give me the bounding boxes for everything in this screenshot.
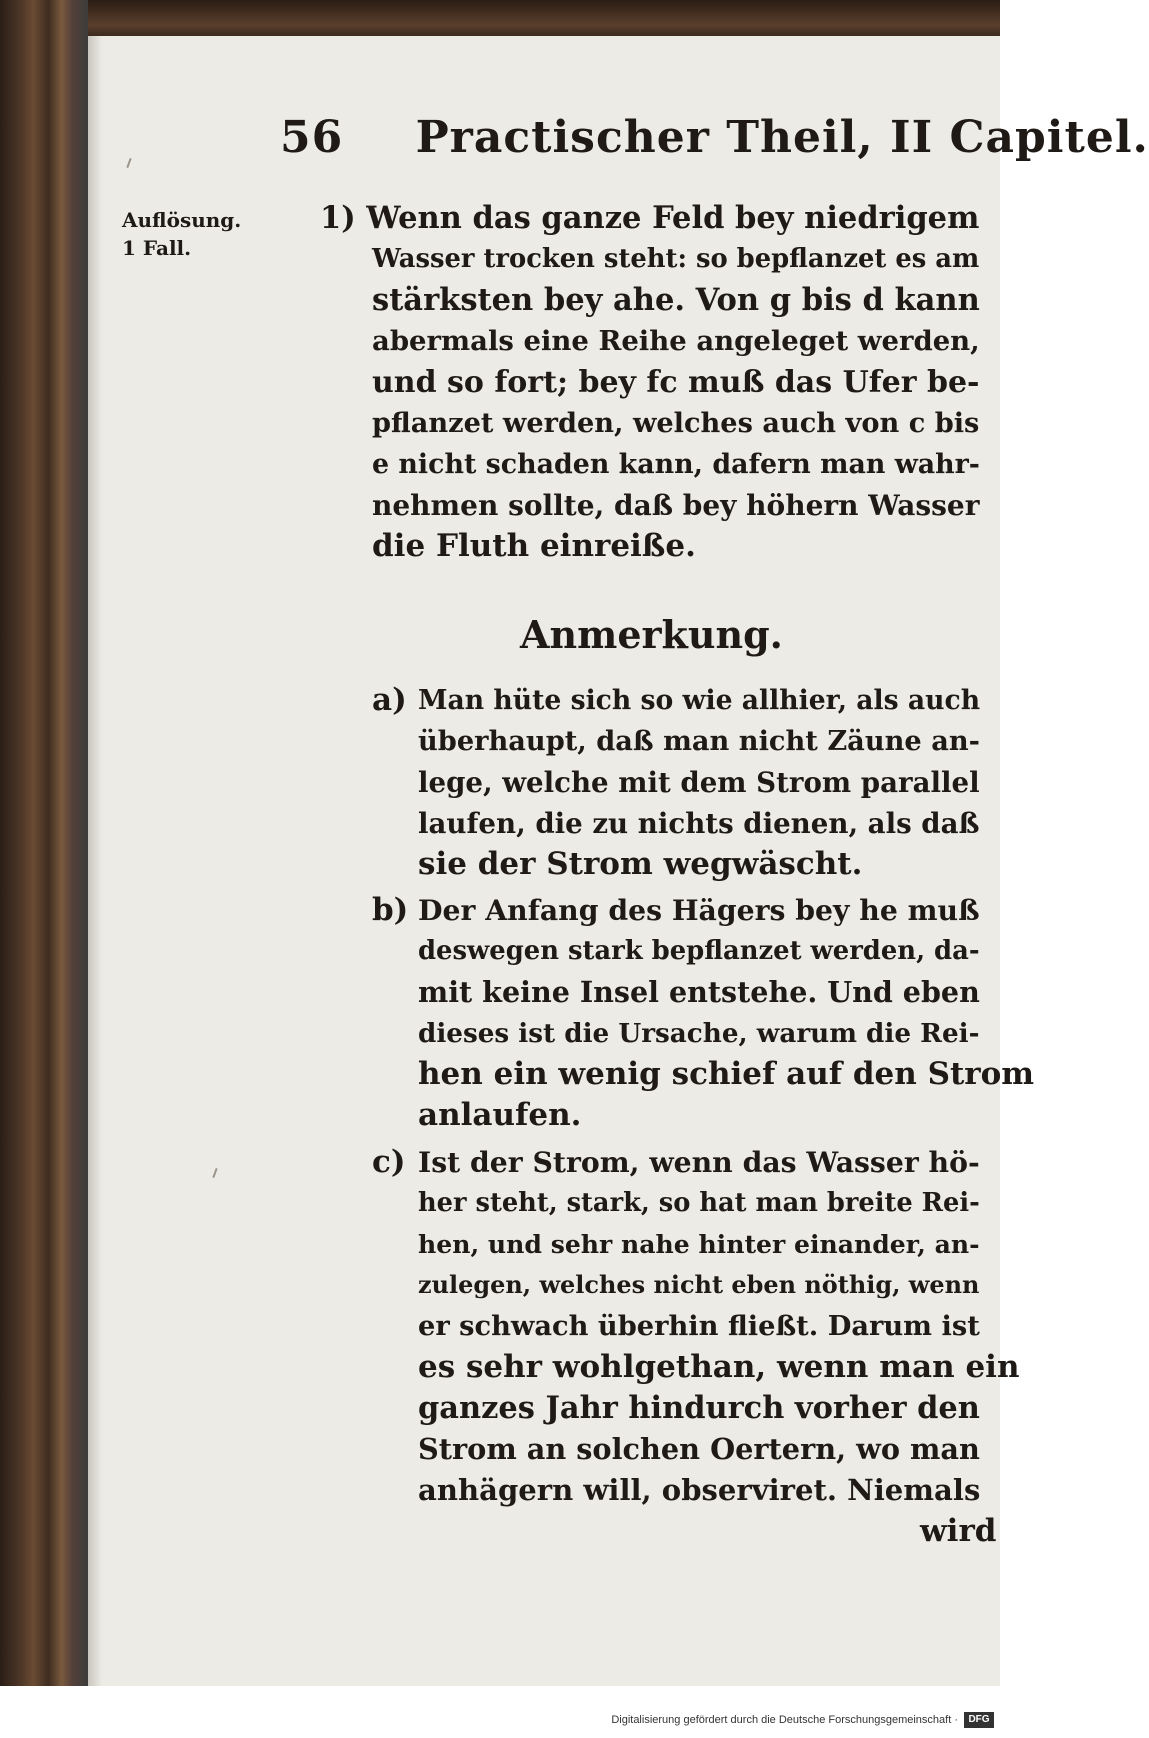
paragraph-1-line: e nicht schaden kann, dafern man wahr- (372, 449, 980, 480)
note-c-line: ganzes Jahr hindurch vorher den (418, 1390, 980, 1426)
paragraph-1-line: die Fluth einreiße. (372, 528, 696, 564)
note-b-line: dieses ist die Ursache, warum die Rei- (418, 1018, 980, 1049)
note-c-line: er schwach überhin fließt. Darum ist (418, 1310, 980, 1342)
note-marker: c) (372, 1144, 406, 1180)
note-b-line: hen ein wenig schief auf den Strom (418, 1056, 1035, 1092)
note-c-line: Ist der Strom, wenn das Wasser hö- (418, 1145, 980, 1179)
note-marker: a) (372, 682, 407, 718)
paragraph-1-line: nehmen sollte, daß bey höhern Wasser (372, 489, 980, 522)
note-b-line: Der Anfang des Hägers bey he muß (418, 893, 980, 927)
dfg-logo-icon: DFG (964, 1712, 994, 1728)
note-marker: b) (372, 892, 409, 928)
note-b-line: anlaufen. (418, 1097, 582, 1133)
page-number: 56 (280, 112, 344, 163)
note-a-line: laufen, die zu nichts dienen, als daß (418, 807, 980, 840)
margin-note-line: Auflösung. (122, 208, 242, 232)
note-c-line: anhägern will, observiret. Niemals (418, 1473, 981, 1507)
paragraph-1-line: Wasser trocken steht: so bepflanzet es am (372, 244, 980, 274)
paragraph-1-line: stärksten bey ahe. Von g bis d kann (372, 282, 980, 318)
digitization-credit: Digitalisierung gefördert durch die Deutsche Forschungsgemeinschaft · (611, 1714, 958, 1726)
catchword: wird (920, 1513, 997, 1549)
scan-background-top (0, 0, 1000, 36)
note-c-line: Strom an solchen Oertern, wo man (418, 1432, 980, 1466)
margin-note (122, 206, 241, 262)
running-title: Practischer Theil, II Capitel. (415, 112, 1149, 163)
note-c-line: zulegen, welches nicht eben nöthig, wenn (418, 1271, 980, 1299)
note-a-line: Man hüte sich so wie allhier, als auch (418, 685, 981, 716)
paragraph-1-line: und so fort; bey fc muß das Ufer be- (372, 365, 980, 400)
paragraph-1-line: pflanzet werden, welches auch von c bis (372, 407, 980, 439)
note-c-line: es sehr wohlgethan, wenn man ein (418, 1349, 1020, 1385)
section-heading: Anmerkung. (520, 612, 783, 657)
note-b-line: mit keine Insel entstehe. Und eben (418, 975, 980, 1009)
note-c-line: hen, und sehr nahe hinter einander, an- (418, 1229, 980, 1259)
paragraph-1-line: 1) Wenn das ganze Feld bey niedrigem (320, 200, 980, 236)
margin-note-line: 1 Fall. (122, 236, 192, 260)
paragraph-1-line: abermals eine Reihe angeleget werden, (372, 325, 980, 357)
footer-strip (0, 1686, 1000, 1738)
note-a-line: überhaupt, daß man nicht Zäune an- (418, 725, 980, 757)
page-header (280, 112, 1149, 163)
note-b-line: deswegen stark bepflanzet werden, da- (418, 936, 980, 966)
note-c-line: her steht, stark, so hat man breite Rei- (418, 1188, 980, 1218)
note-a-line: lege, welche mit dem Strom parallel (418, 766, 980, 799)
book-spine (0, 0, 88, 1738)
page-gutter-shadow (88, 36, 102, 1686)
note-a-line: sie der Strom wegwäscht. (418, 846, 863, 882)
